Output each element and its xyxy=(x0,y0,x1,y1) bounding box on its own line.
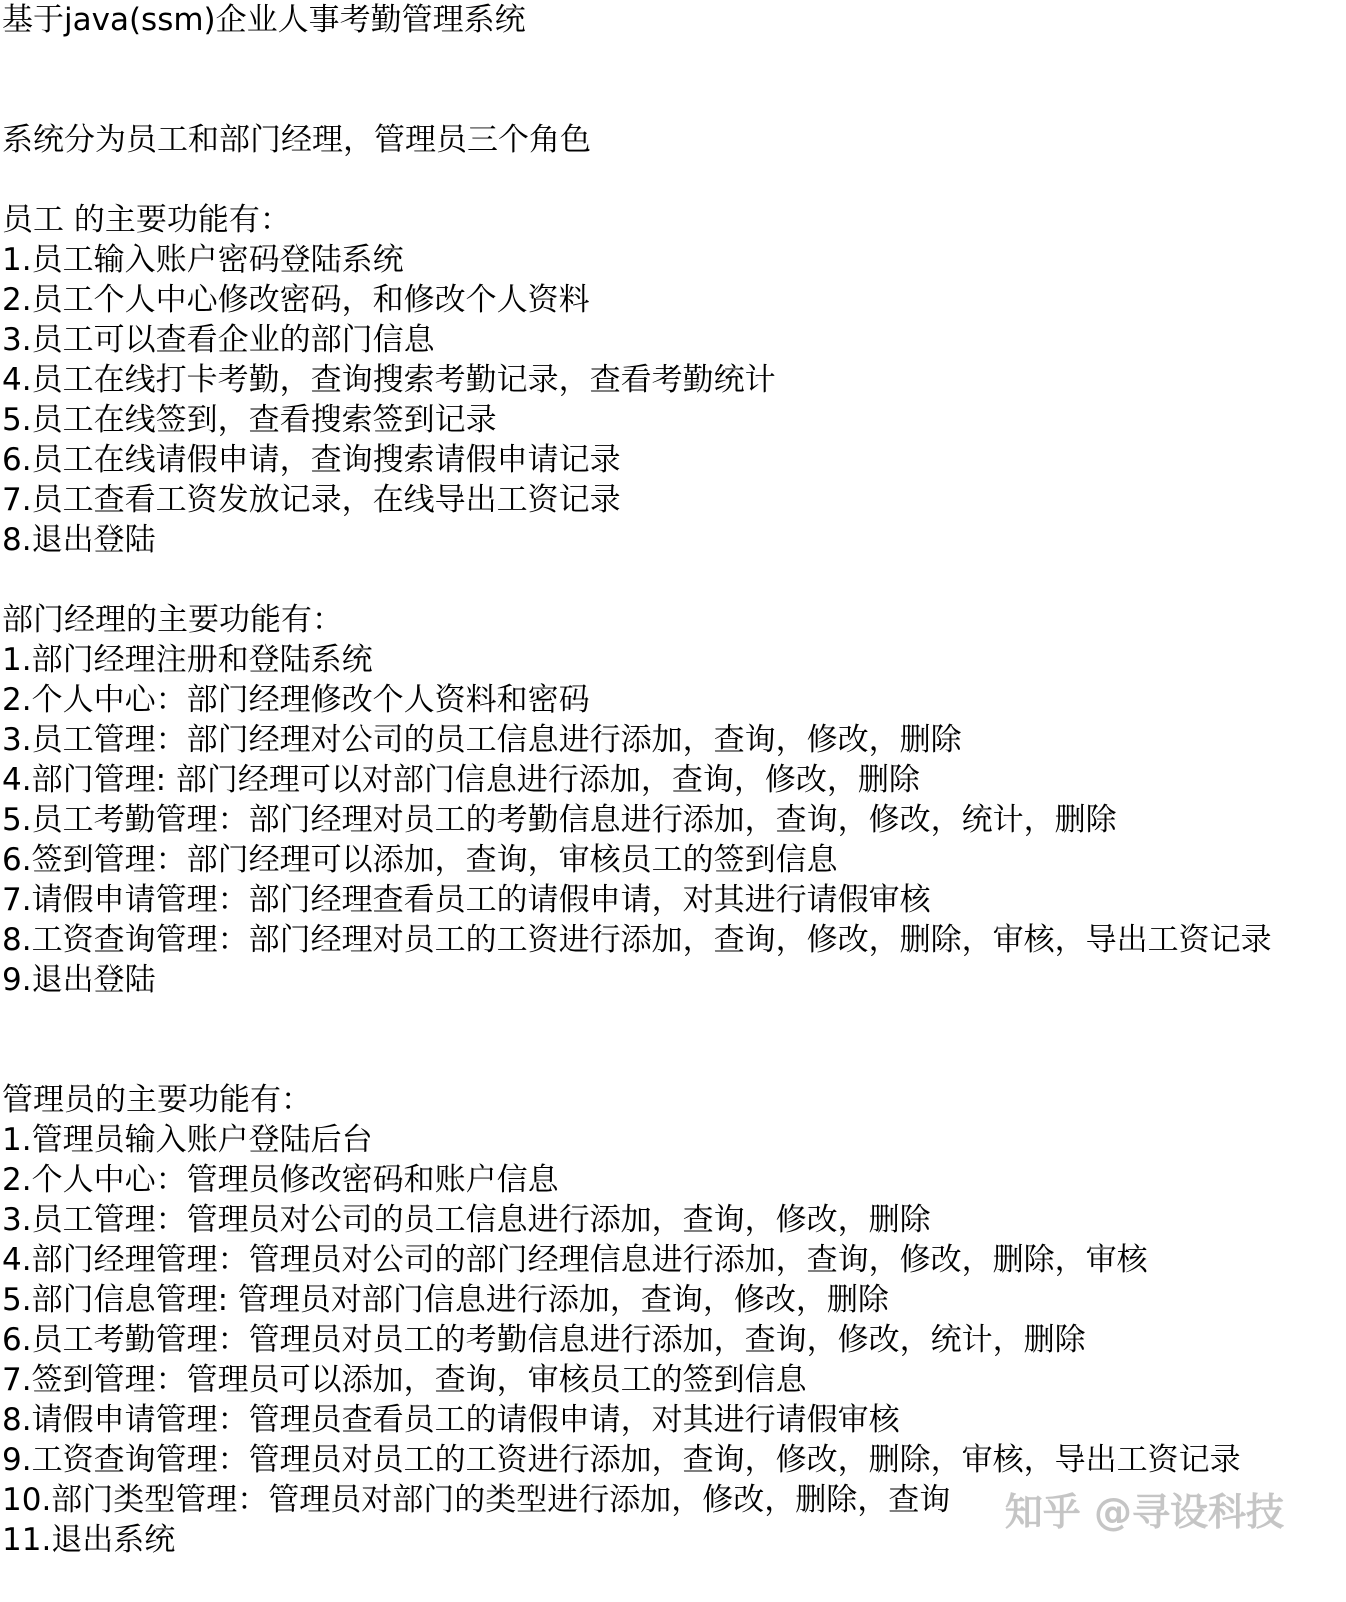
employee-item: 1.员工输入账户密码登陆系统 xyxy=(2,242,404,278)
admin-item: 10.部门类型管理：管理员对部门的类型进行添加，修改，删除，查询 xyxy=(2,1482,951,1518)
spacer xyxy=(2,1000,1342,1080)
spacer xyxy=(2,160,1342,200)
admin-item: 7.签到管理：管理员可以添加，查询，审核员工的签到信息 xyxy=(2,1362,807,1398)
manager-item: 6.签到管理：部门经理可以添加，查询，审核员工的签到信息 xyxy=(2,842,838,878)
manager-item: 9.退出登陆 xyxy=(2,962,156,998)
admin-item: 4.部门经理管理：管理员对公司的部门经理信息进行添加，查询，修改，删除，审核 xyxy=(2,1242,1148,1278)
admin-section-heading: 管理员的主要功能有： xyxy=(2,1082,312,1118)
admin-item: 11.退出系统 xyxy=(2,1522,176,1558)
admin-item: 3.员工管理：管理员对公司的员工信息进行添加，查询，修改，删除 xyxy=(2,1202,931,1238)
manager-item: 3.员工管理：部门经理对公司的员工信息进行添加，查询，修改，删除 xyxy=(2,722,962,758)
manager-item: 4.部门管理: 部门经理可以对部门信息进行添加，查询，修改，删除 xyxy=(2,762,920,798)
manager-item: 1.部门经理注册和登陆系统 xyxy=(2,642,373,678)
employee-item: 8.退出登陆 xyxy=(2,522,156,558)
employee-item: 2.员工个人中心修改密码，和修改个人资料 xyxy=(2,282,590,318)
admin-item: 8.请假申请管理：管理员查看员工的请假申请，对其进行请假审核 xyxy=(2,1402,900,1438)
employee-item: 5.员工在线签到，查看搜索签到记录 xyxy=(2,402,497,438)
intro-text: 系统分为员工和部门经理，管理员三个角色 xyxy=(2,122,591,158)
admin-item: 1.管理员输入账户登陆后台 xyxy=(2,1122,373,1158)
manager-item: 5.员工考勤管理：部门经理对员工的考勤信息进行添加，查询，修改，统计，删除 xyxy=(2,802,1117,838)
manager-item: 8.工资查询管理：部门经理对员工的工资进行添加，查询，修改，删除，审核，导出工资记录 xyxy=(2,922,1272,958)
employee-item: 6.员工在线请假申请，查询搜索请假申请记录 xyxy=(2,442,621,478)
admin-item: 2.个人中心：管理员修改密码和账户信息 xyxy=(2,1162,559,1198)
zhihu-watermark: 知乎 @寻设科技 xyxy=(1004,1490,1284,1534)
employee-item: 4.员工在线打卡考勤，查询搜索考勤记录，查看考勤统计 xyxy=(2,362,776,398)
manager-item: 2.个人中心：部门经理修改个人资料和密码 xyxy=(2,682,590,718)
spacer xyxy=(2,560,1342,600)
employee-section-heading: 员工 的主要功能有： xyxy=(2,202,291,238)
admin-item: 9.工资查询管理：管理员对员工的工资进行添加，查询，修改，删除，审核，导出工资记录 xyxy=(2,1442,1241,1478)
spacer xyxy=(2,40,1342,120)
manager-item: 7.请假申请管理：部门经理查看员工的请假申请，对其进行请假审核 xyxy=(2,882,931,918)
employee-item: 3.员工可以查看企业的部门信息 xyxy=(2,322,435,358)
document-body xyxy=(2,0,1342,1560)
employee-item: 7.员工查看工资发放记录，在线导出工资记录 xyxy=(2,482,621,518)
manager-section-heading: 部门经理的主要功能有： xyxy=(2,602,343,638)
admin-item: 5.部门信息管理: 管理员对部门信息进行添加，查询，修改，删除 xyxy=(2,1282,889,1318)
admin-item: 6.员工考勤管理：管理员对员工的考勤信息进行添加，查询，修改，统计，删除 xyxy=(2,1322,1086,1358)
document-title: 基于java(ssm)企业人事考勤管理系统 xyxy=(2,2,526,38)
